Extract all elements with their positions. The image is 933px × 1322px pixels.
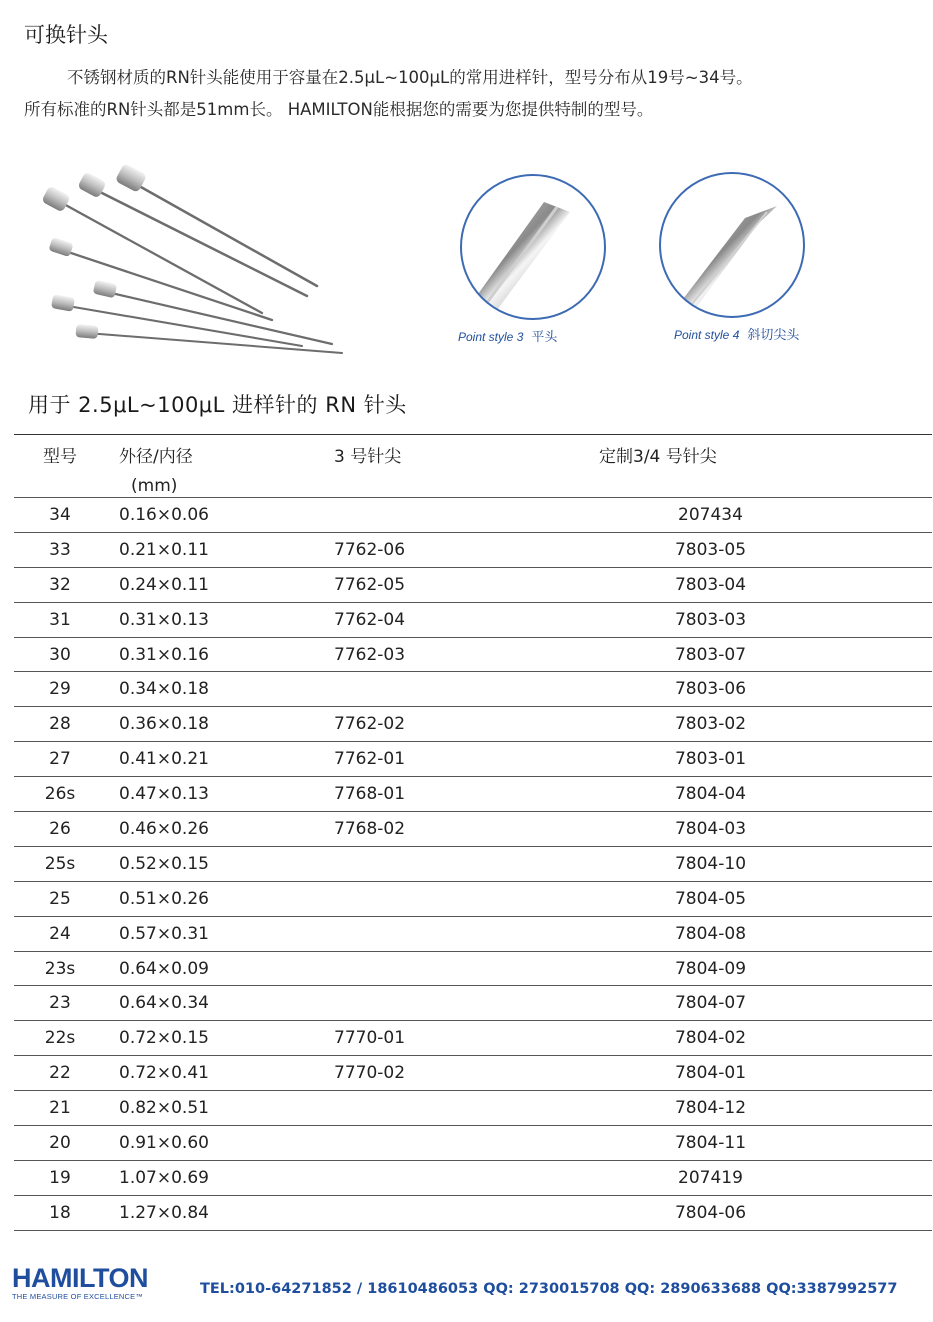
cell-point-style-3-4: 7804-12 (674, 1098, 747, 1119)
hamilton-logo (12, 1264, 148, 1301)
cell-model: 28 (49, 714, 71, 735)
cell-model: 29 (49, 679, 71, 700)
cell-model: 31 (49, 609, 71, 630)
cell-dimensions: 0.64×0.09 (119, 958, 209, 979)
cell-point-style-3 (334, 916, 599, 951)
table-row (14, 951, 932, 986)
table-row (14, 812, 932, 847)
cell-point-style-3: 7762-05 (334, 574, 406, 595)
table-row (14, 986, 932, 1021)
cell-point-style-3-4: 7803-06 (674, 679, 747, 700)
point-style-4-caption: Point style 4 斜切尖头 (674, 327, 800, 342)
cell-point-style-3 (334, 1091, 599, 1126)
cell-model: 19 (49, 1167, 71, 1188)
cell-point-style-3-4: 7804-05 (674, 888, 747, 909)
table-row (14, 916, 932, 951)
table-row (14, 532, 932, 567)
cell-point-style-3-4: 7804-08 (674, 923, 747, 944)
cell-model: 26 (49, 818, 71, 839)
cell-dimensions: 1.07×0.69 (119, 1167, 209, 1188)
header-model: 型号 (43, 447, 77, 467)
cell-point-style-3-4: 7804-11 (674, 1132, 747, 1153)
cell-point-style-3-4: 7803-02 (674, 714, 747, 735)
cell-point-style-3-4: 7804-01 (674, 1063, 747, 1084)
cell-dimensions: 0.72×0.15 (119, 1028, 209, 1049)
cell-point-style-3-4: 7803-05 (674, 539, 747, 560)
cell-point-style-3-4: 7804-03 (674, 818, 747, 839)
cell-point-style-3: 7768-01 (334, 784, 406, 805)
cell-point-style-3 (334, 498, 599, 533)
cell-dimensions: 0.31×0.13 (119, 609, 209, 630)
cell-model: 24 (49, 923, 71, 944)
table-row (14, 672, 932, 707)
cell-dimensions: 0.51×0.26 (119, 888, 209, 909)
logo-brand: HAMILTON (12, 1263, 148, 1293)
table-row (14, 777, 932, 812)
cell-model: 34 (49, 504, 71, 525)
table-title: 用于 2.5μL~100μL 进样针的 RN 针头 (28, 393, 407, 417)
cell-model: 25 (49, 888, 71, 909)
cell-point-style-3-4: 7804-06 (674, 1202, 747, 1223)
cell-dimensions: 0.31×0.16 (119, 644, 209, 665)
table-header-row (14, 435, 932, 498)
cell-point-style-3: 7770-02 (334, 1063, 406, 1084)
header-dimensions (106, 435, 334, 498)
cell-dimensions: 0.64×0.34 (119, 993, 209, 1014)
table-row (14, 1021, 932, 1056)
cell-dimensions: 0.16×0.06 (119, 504, 209, 525)
table-row (14, 637, 932, 672)
cell-model: 33 (49, 539, 71, 560)
table-row (14, 602, 932, 637)
cell-point-style-3: 7768-02 (334, 818, 406, 839)
point-style-3-detail (458, 172, 608, 344)
point-style-3-caption: Point style 3 平头 (458, 329, 558, 344)
cell-point-style-3 (334, 846, 599, 881)
cell-point-style-3-4: 7804-07 (674, 993, 747, 1014)
footer (0, 1262, 933, 1312)
table-row (14, 1056, 932, 1091)
cell-point-style-3-4: 7803-07 (674, 644, 747, 665)
table-row (14, 1160, 932, 1195)
cell-model: 23s (44, 958, 76, 979)
cell-dimensions: 0.41×0.21 (119, 749, 209, 770)
flat-tip-image (458, 172, 608, 322)
cell-dimensions: 1.27×0.84 (119, 1202, 209, 1223)
logo-tagline: THE MEASURE OF EXCELLENCE™ (12, 1292, 144, 1301)
intro-line-2: 所有标准的RN针头都是51mm长。 HAMILTON能根据您的需要为您提供特制的型号。 (24, 100, 654, 119)
cell-point-style-3 (334, 986, 599, 1021)
cell-dimensions: 0.82×0.51 (119, 1098, 209, 1119)
cell-point-style-3-4: 7804-09 (674, 958, 747, 979)
cell-model: 18 (49, 1202, 71, 1223)
cell-dimensions: 0.34×0.18 (119, 679, 209, 700)
cell-dimensions: 0.46×0.26 (119, 818, 209, 839)
bevel-tip-image (657, 170, 807, 320)
cell-point-style-3: 7762-03 (334, 644, 406, 665)
cell-dimensions: 0.47×0.13 (119, 784, 209, 805)
table-row (14, 498, 932, 533)
cell-model: 30 (49, 644, 71, 665)
contact-info: TEL:010-64271852 / 18610486053 QQ: 2730015708 QQ: 2890633688 QQ:3387992577 (200, 1281, 898, 1297)
table-row (14, 881, 932, 916)
header-point-style-3: 3 号针尖 (334, 447, 402, 467)
cell-point-style-3-4: 7804-04 (674, 784, 747, 805)
cell-point-style-3-4: 7803-04 (674, 574, 747, 595)
cell-dimensions: 0.91×0.60 (119, 1132, 209, 1153)
header-dim-label: 外径/内径 (119, 447, 193, 467)
cell-point-style-3 (334, 1160, 599, 1195)
cell-point-style-3 (334, 1195, 599, 1230)
cell-point-style-3: 7762-01 (334, 749, 406, 770)
table-row (14, 567, 932, 602)
needle-spec-table (14, 434, 932, 1231)
table-row (14, 1091, 932, 1126)
cell-point-style-3-4: 7803-03 (674, 609, 747, 630)
table-row (14, 742, 932, 777)
intro-line-1: 不锈钢材质的RN针头能使用于容量在2.5μL~100μL的常用进样针，型号分布从19号~34号。 (67, 68, 753, 87)
cell-point-style-3 (334, 951, 599, 986)
table-row (14, 846, 932, 881)
cell-point-style-3-4: 7804-02 (674, 1028, 747, 1049)
cell-model: 32 (49, 574, 71, 595)
cell-point-style-3: 7770-01 (334, 1028, 406, 1049)
header-dim-unit: (mm) (131, 476, 178, 496)
cell-model: 22s (44, 1028, 76, 1049)
cell-dimensions: 0.21×0.11 (119, 539, 209, 560)
cell-model: 26s (44, 784, 76, 805)
cell-point-style-3-4: 7804-10 (674, 853, 747, 874)
cell-point-style-3-4: 207434 (678, 504, 743, 525)
cell-dimensions: 0.57×0.31 (119, 923, 209, 944)
table-row (14, 1195, 932, 1230)
cell-point-style-3: 7762-04 (334, 609, 406, 630)
cell-model: 23 (49, 993, 71, 1014)
cell-dimensions: 0.36×0.18 (119, 714, 209, 735)
header-point-style-3-4: 定制3/4 号针尖 (599, 447, 717, 467)
cell-point-style-3 (334, 672, 599, 707)
cell-dimensions: 0.52×0.15 (119, 853, 209, 874)
cell-point-style-3-4: 7803-01 (674, 749, 747, 770)
point-style-4-detail (657, 170, 807, 342)
cell-point-style-3: 7762-02 (334, 714, 406, 735)
cell-dimensions: 0.24×0.11 (119, 574, 209, 595)
cell-point-style-3 (334, 881, 599, 916)
table-row (14, 707, 932, 742)
cell-model: 22 (49, 1063, 71, 1084)
cell-model: 27 (49, 749, 71, 770)
cell-model: 20 (49, 1132, 71, 1153)
cell-dimensions: 0.72×0.41 (119, 1063, 209, 1084)
cell-point-style-3 (334, 1126, 599, 1161)
cell-model: 25s (44, 853, 76, 874)
intro-paragraph (24, 62, 929, 126)
cell-model: 21 (49, 1098, 71, 1119)
table-row (14, 1126, 932, 1161)
cell-point-style-3-4: 207419 (678, 1167, 743, 1188)
cell-point-style-3: 7762-06 (334, 539, 406, 560)
page-title: 可换针头 (24, 23, 108, 47)
needles-photo (22, 158, 352, 358)
